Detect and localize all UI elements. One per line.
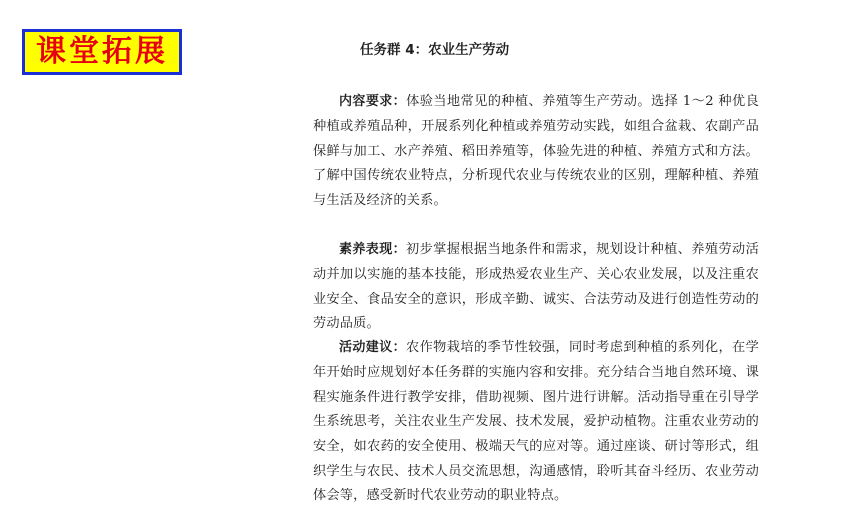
badge-label: 课堂拓展 bbox=[36, 34, 168, 69]
section-label: 内容要求： bbox=[339, 94, 407, 110]
section-competency-performance bbox=[313, 238, 759, 337]
lesson-extension-badge bbox=[22, 29, 182, 75]
section-text: 体验当地常见的种植、养殖等生产劳动。选择 1～2 种优良种植或养殖品种，开展系列化种植或养殖劳动实践，如组合盆栽、农副产品保鲜与加工、水产养殖、稻田养殖等，体验先进的种植、养殖方式和方法。了解中国传统农业特点，分析现代农业与传统农业的区别，理解种植、养殖与生活及经济的关系。 bbox=[313, 94, 759, 208]
section-label: 素养表现： bbox=[339, 242, 406, 258]
section-text: 初步掌握根据当地条件和需求，规划设计种植、养殖劳动活动并加以实施的基本技能，形成热爱农业生产、关心农业发展，以及注重农业安全、食品安全的意识，形成辛勤、诚实、合法劳动及进行创造性劳动的劳动品质。 bbox=[313, 242, 759, 332]
section-label: 活动建议： bbox=[339, 340, 406, 356]
document-title: 任务群 4：农业生产劳动 bbox=[360, 42, 510, 58]
section-content-requirements bbox=[313, 90, 759, 214]
section-activity-suggestions bbox=[313, 336, 759, 509]
section-text: 农作物栽培的季节性较强，同时考虑到种植的系列化，在学年开始时应规划好本任务群的实施内容和安排。充分结合当地自然环境、课程实施条件进行教学安排，借助视频、图片进行讲解。活动指导重在引导学生系统思考，关注农业生产发展、技术发展，爱护动植物。注重农业劳动的安全，如农药的安全使用、极端天气的应对等。通过座谈、研讨等形式，组织学生与农民、技术人员交流思想，沟通感情，聆听其奋斗经历、农业劳动体会等，感受新时代农业劳动的职业特点。 bbox=[313, 340, 759, 504]
